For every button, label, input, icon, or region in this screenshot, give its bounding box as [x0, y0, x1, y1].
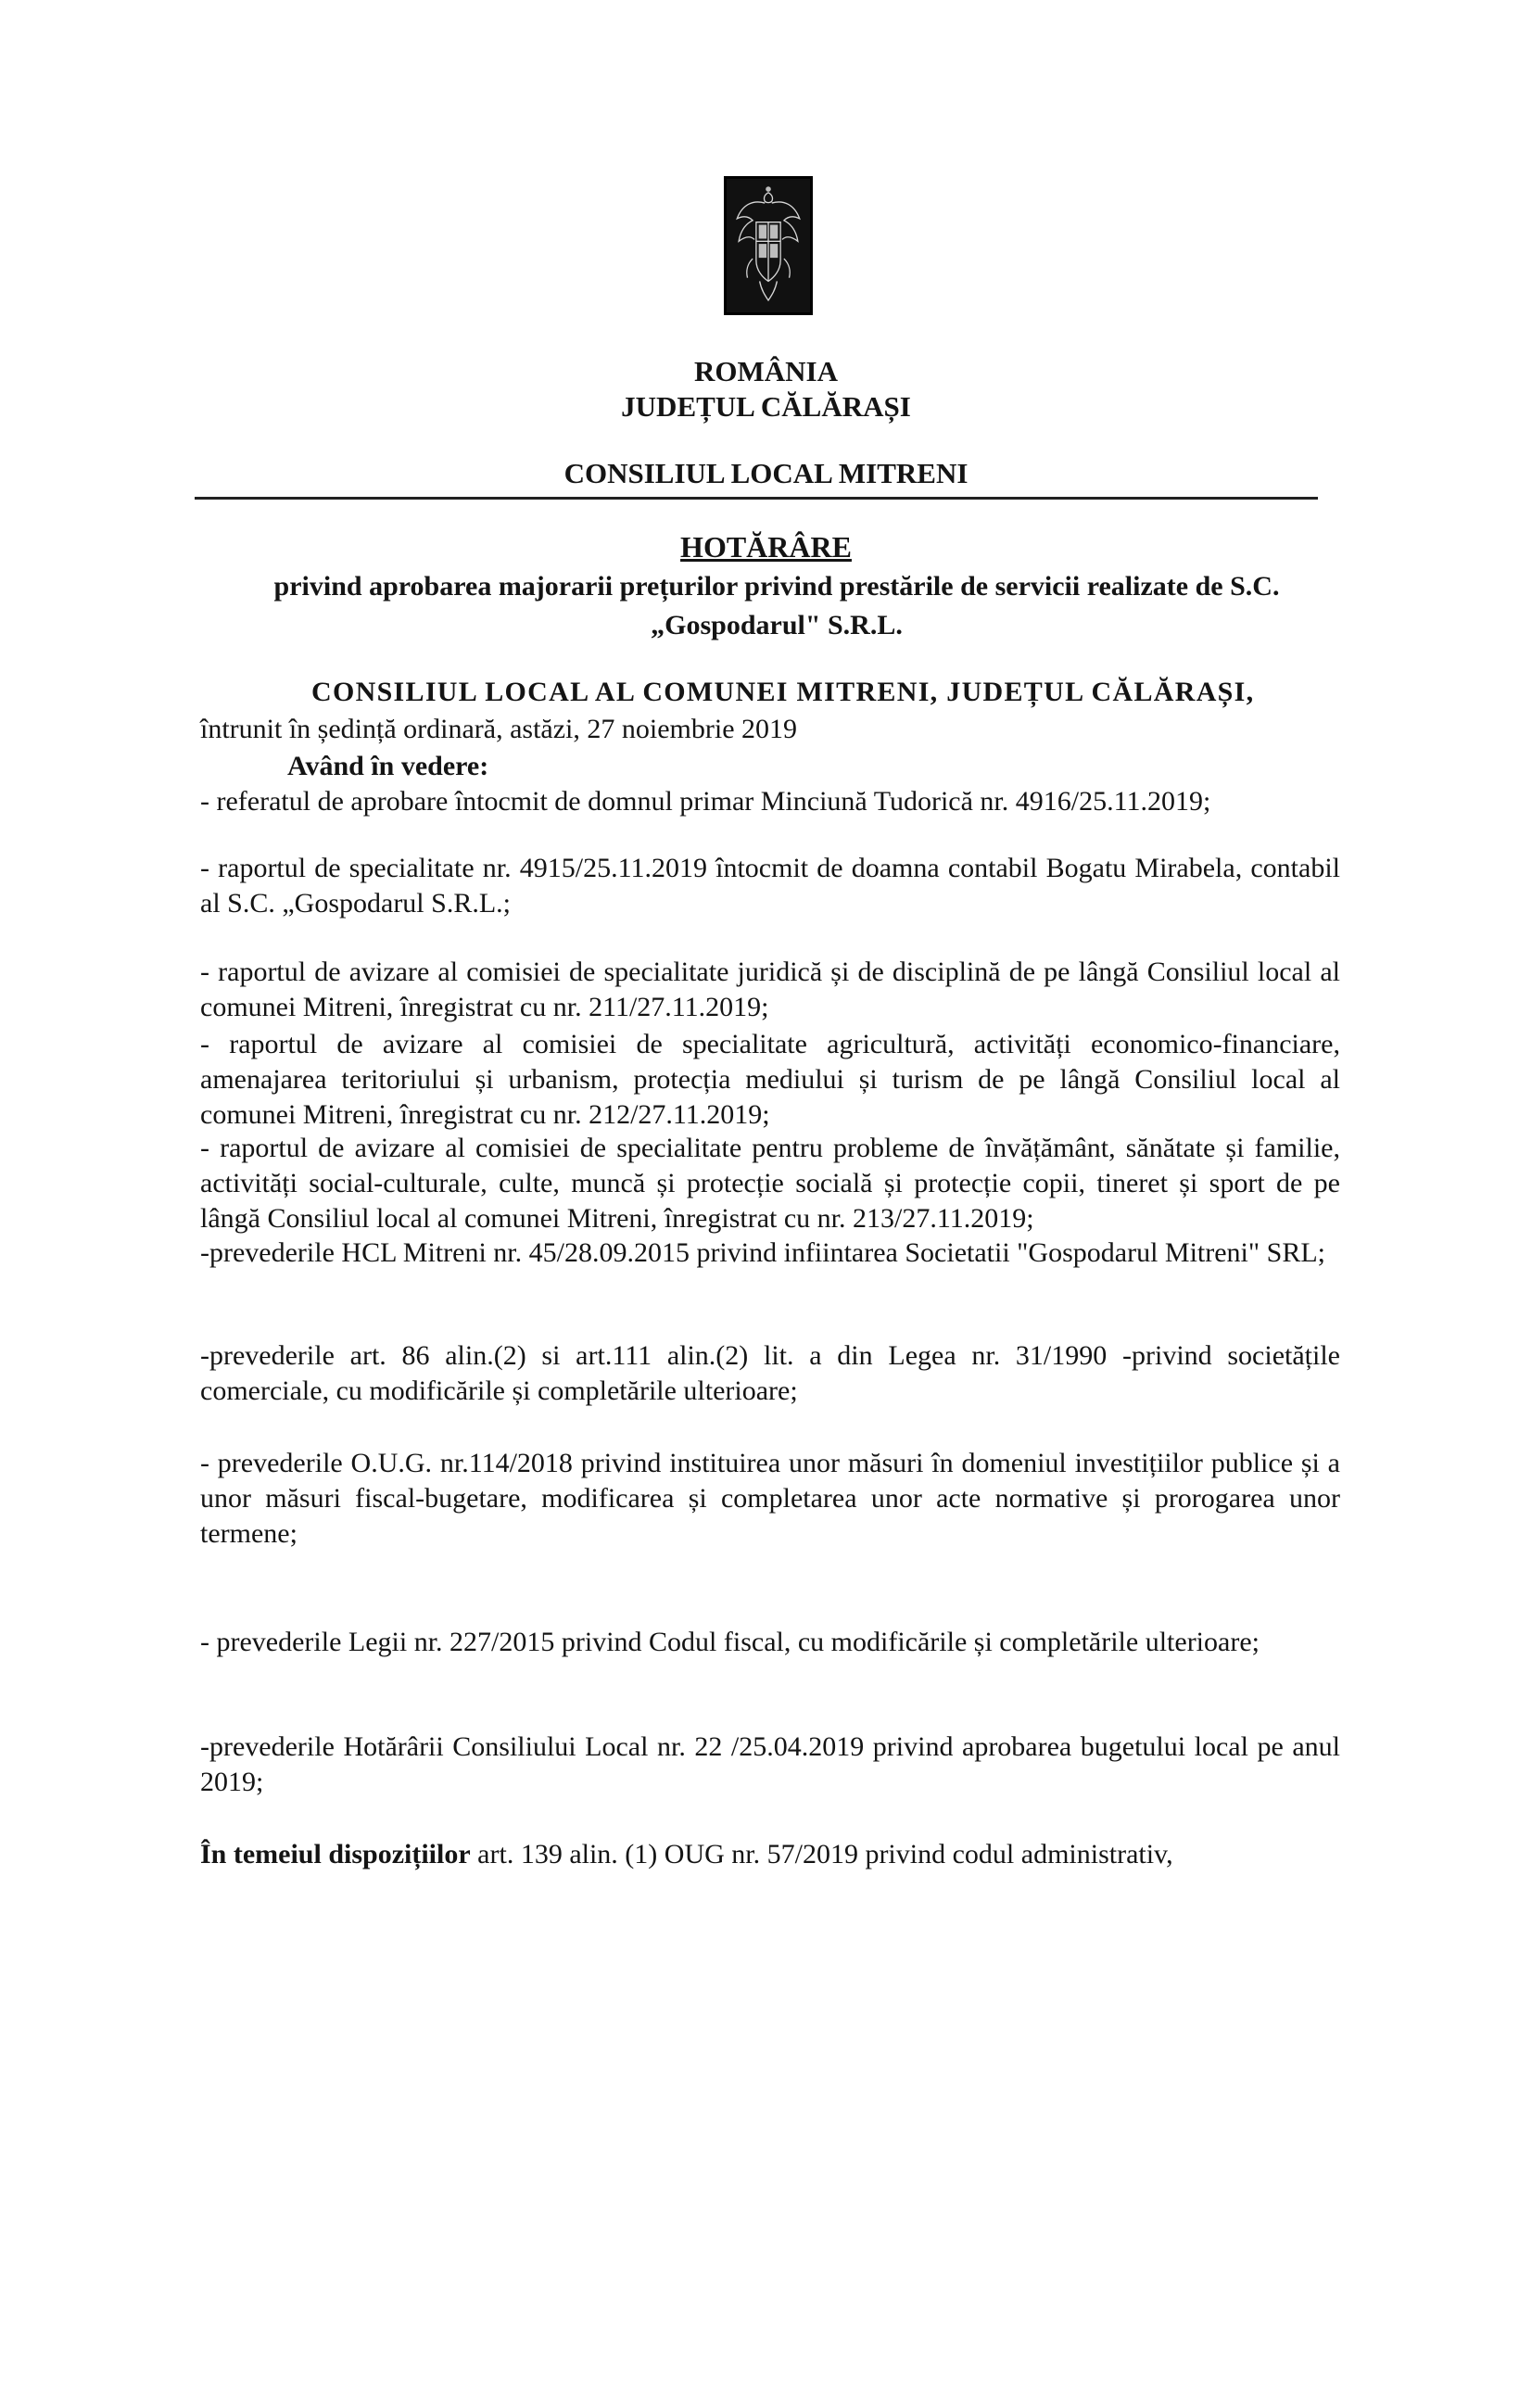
legal-basis-label: În temeiul dispozițiilor: [200, 1839, 471, 1869]
consideration-item: -prevederile HCL Mitreni nr. 45/28.09.2015 privind infiintarea Societatii "Gospodarul Mitreni" SRL;: [200, 1237, 1325, 1268]
considering-heading: Având în vedere:: [287, 751, 489, 781]
council-heading: CONSILIUL LOCAL AL COMUNEI MITRENI, JUDEȚUL CĂLĂRAȘI,: [311, 677, 1255, 707]
consideration-item: - raportul de avizare al comisiei de specialitate agricultură, activități economico-financiare, amenajarea teritoriului și urbanism, protecția mediului și turism de pe lângă Consiliul local al comunei Mitreni, înregistrat cu nr. 212/27.11.2019;: [200, 1029, 1340, 1130]
coat-of-arms-icon: [724, 176, 813, 315]
header-county: JUDEȚUL CĂLĂRAȘI: [621, 390, 911, 423]
header-council: CONSILIUL LOCAL MITRENI: [563, 457, 969, 489]
consideration-item: - raportul de avizare al comisiei de specialitate pentru probleme de învățământ, sănătate și familie, activități social-culturale, culte, muncă și protecție socială și protecție copii, tineret și sport de pe lângă Consiliul local al comunei Mitreni, înregistrat cu nr. 213/27.11.2019;: [200, 1133, 1340, 1234]
consideration-item: - raportul de avizare al comisiei de specialitate juridică și de disciplină de pe lângă Consiliul local al comunei Mitreni, înregistrat cu nr. 211/27.11.2019;: [200, 957, 1340, 1022]
legal-basis: [200, 1837, 1340, 1872]
meeting-statement: întrunit în ședință ordinară, astăzi, 27 noiembrie 2019: [200, 714, 798, 744]
consideration-item: - prevederile O.U.G. nr.114/2018 privind instituirea unor măsuri în domeniul investițiilor publice și a unor măsuri fiscal-bugetare, modificarea și completarea unor acte normative și prorogarea unor termene;: [200, 1448, 1340, 1549]
consideration-item: -prevederile art. 86 alin.(2) si art.111 alin.(2) lit. a din Legea nr. 31/1990 -privind societățile comerciale, cu modificările și completările ulterioare;: [200, 1340, 1340, 1406]
consideration-item: - referatul de aprobare întocmit de domnul primar Minciună Tudorică nr. 4916/25.11.2019;: [200, 786, 1211, 817]
consideration-item: - raportul de specialitate nr. 4915/25.11.2019 întocmit de doamna contabil Bogatu Mirabela, contabil al S.C. „Gospodarul S.R.L.;: [200, 853, 1340, 919]
header-divider: [195, 497, 1318, 500]
decision-title: HOTĂRÂRE: [680, 530, 852, 564]
consideration-item: - prevederile Legii nr. 227/2015 privind Codul fiscal, cu modificările și completările ulterioare;: [200, 1627, 1260, 1657]
header-country: ROMÂNIA: [694, 355, 838, 387]
legal-basis-text: art. 139 alin. (1) OUG nr. 57/2019 privind codul administrativ,: [470, 1839, 1173, 1869]
decision-subject: privind aprobarea majorarii prețurilor privind prestările de servicii realizate de S.C. „Gospodarul" S.R.L.: [273, 571, 1280, 640]
consideration-item: -prevederile Hotărârii Consiliului Local nr. 22 /25.04.2019 privind aprobarea bugetului local pe anul 2019;: [200, 1731, 1340, 1797]
